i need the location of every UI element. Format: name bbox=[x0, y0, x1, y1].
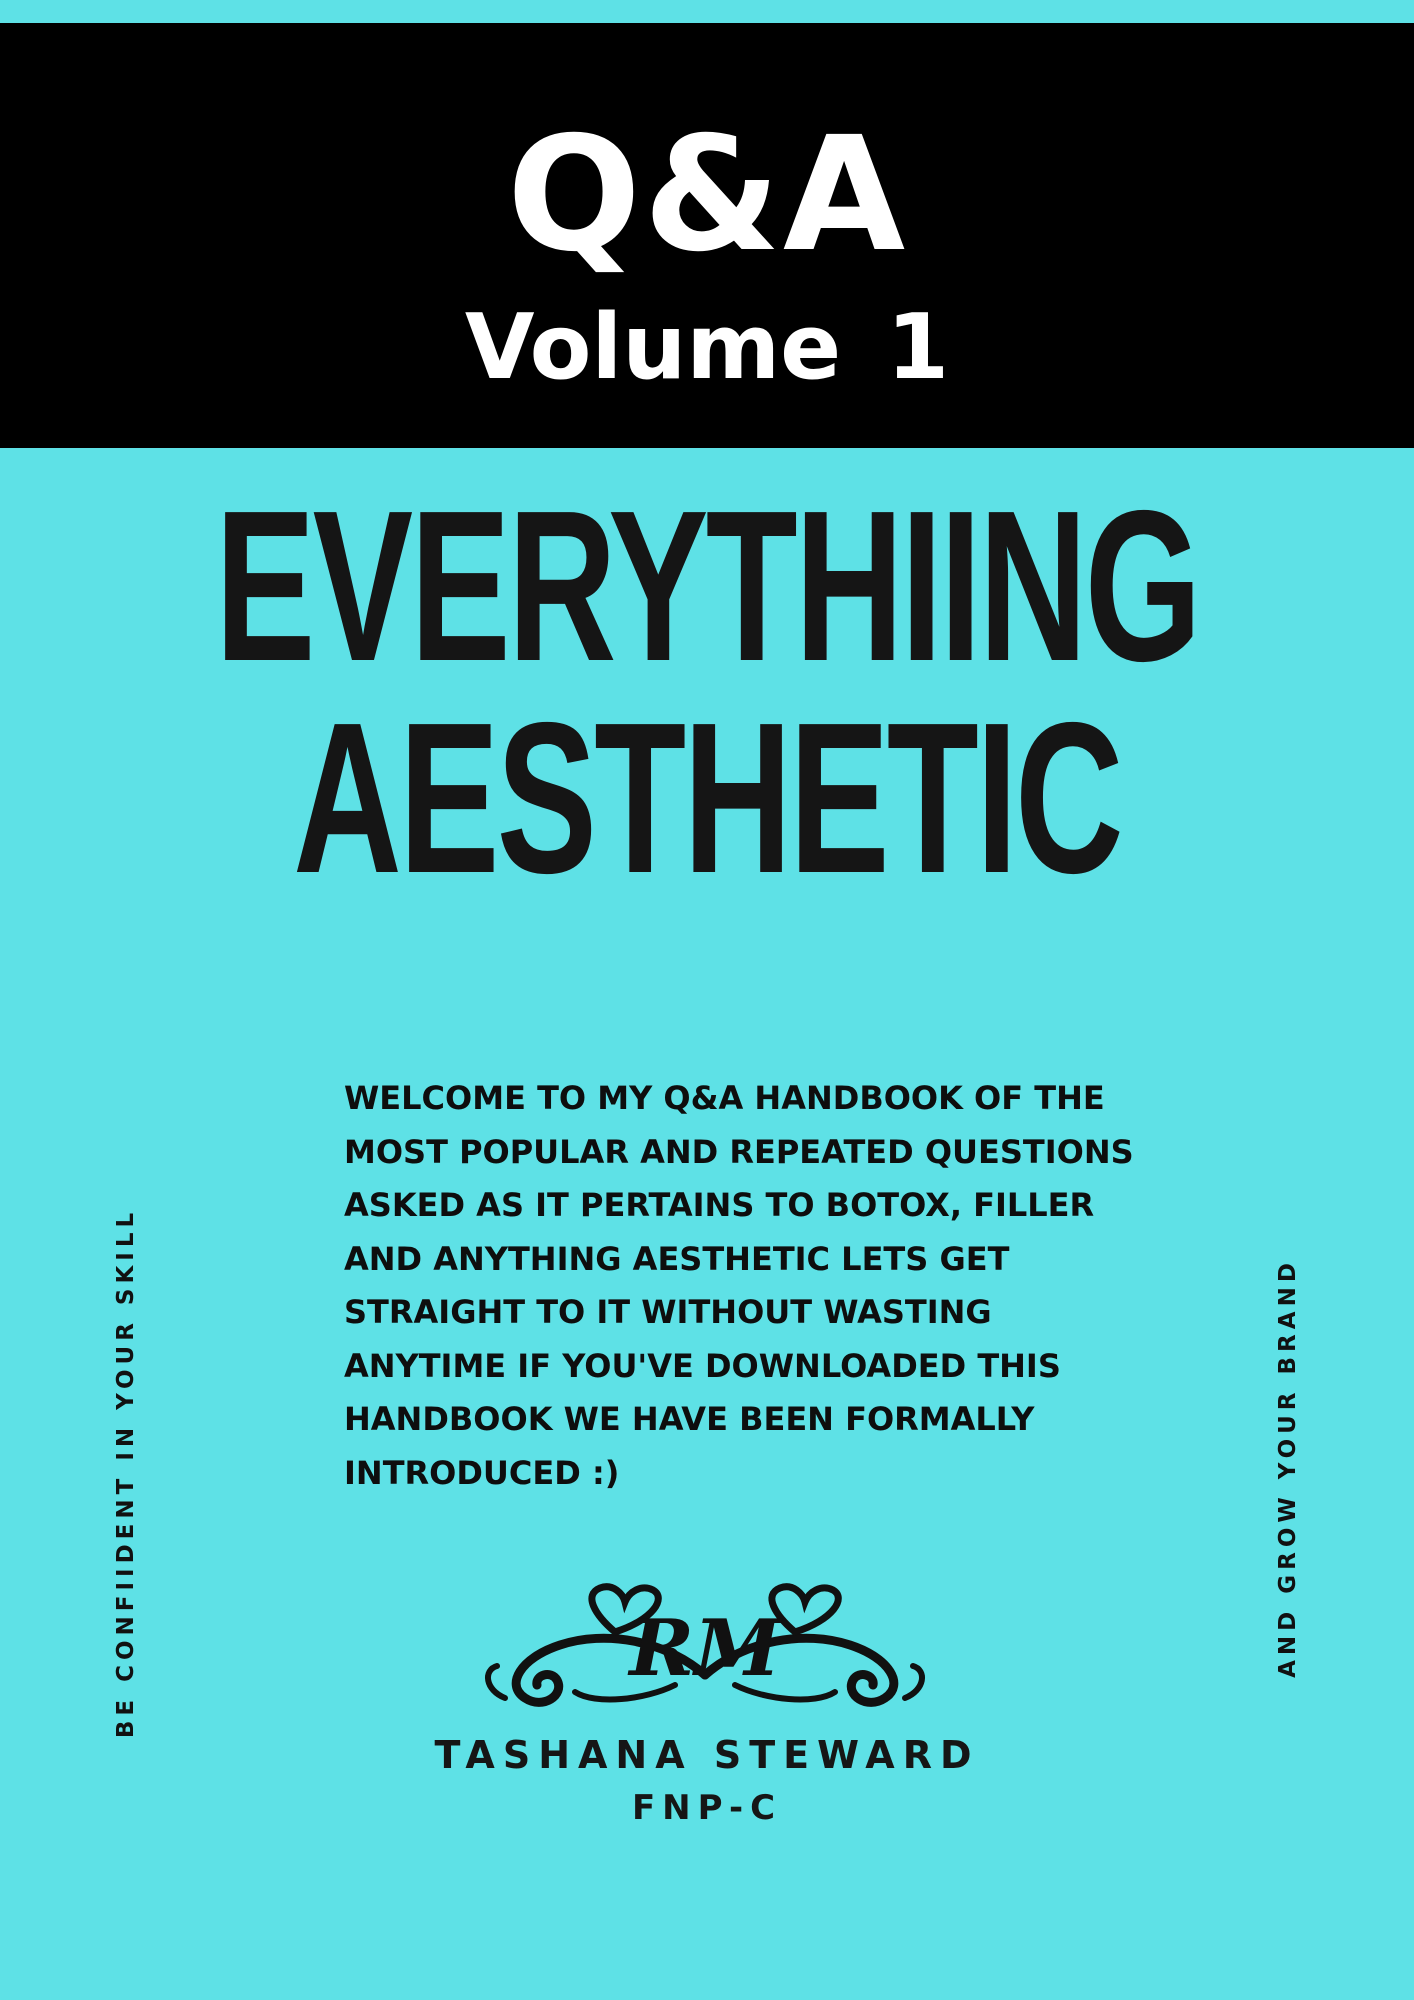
author-name: TASHANA STEWARD bbox=[434, 1733, 980, 1777]
side-tagline-right: AND GROW YOUR BRAND bbox=[1275, 1258, 1301, 1678]
svg-text:RM: RM bbox=[629, 1603, 781, 1694]
intro-paragraph: WELCOME TO MY Q&A HANDBOOK OF THE MOST POPULAR AND REPEATED QUESTIONS ASKED AS IT PERTAINS TO BOTOX, FILLER AND ANYTHING AESTHETIC LETS GET STRAIGHT TO IT WITHOUT WASTING ANYTIME IF YOU'VE DOWNLOADED THIS HANDBOOK WE HAVE BEEN FORMALLY INTRODUCED :) bbox=[344, 1079, 1134, 1492]
cover-title: Q&A bbox=[506, 103, 908, 287]
main-title-line-1: EVERYTHIING bbox=[215, 465, 1199, 706]
side-tagline-left: BE CONFIIDENT IN YOUR SKILL bbox=[113, 1207, 139, 1739]
author-credential: FNP-C bbox=[631, 1788, 783, 1828]
main-title-line-2: AESTHETIC bbox=[293, 677, 1121, 918]
rm-monogram-logo bbox=[465, 1580, 945, 1730]
volume-label: Volume 1 bbox=[464, 295, 950, 400]
